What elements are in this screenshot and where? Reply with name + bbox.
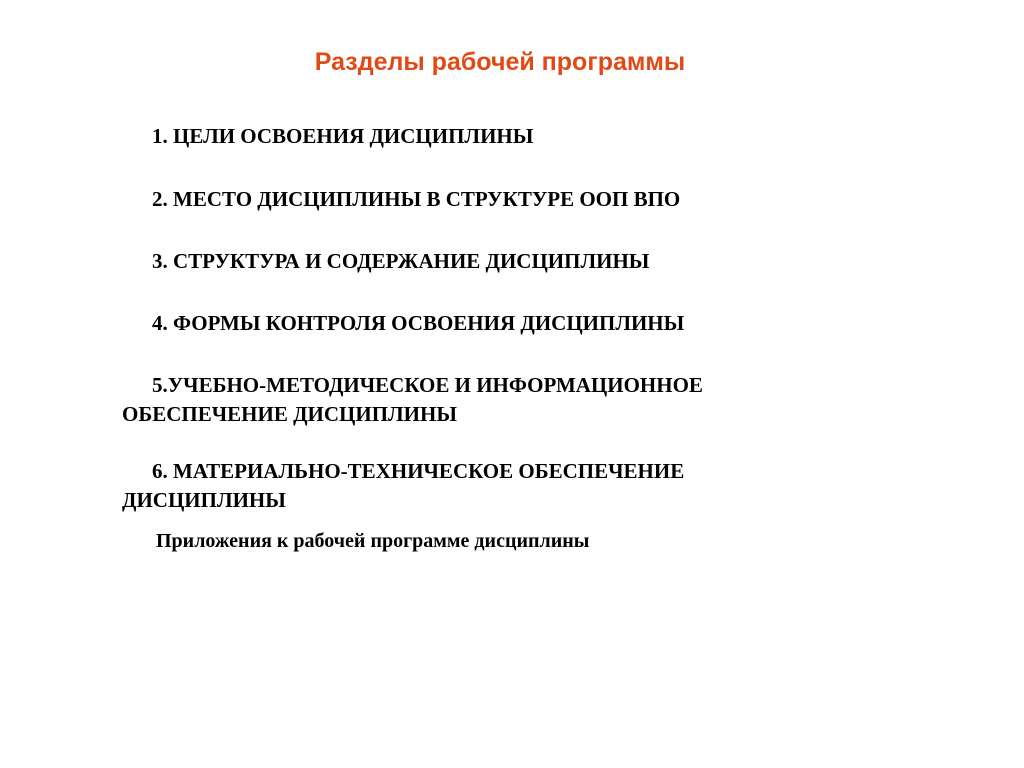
section-item-3: 3. СТРУКТУРА И СОДЕРЖАНИЕ ДИСЦИПЛИНЫ <box>152 249 650 273</box>
section-item-4: 4. ФОРМЫ КОНТРОЛЯ ОСВОЕНИЯ ДИСЦИПЛИНЫ <box>152 311 685 335</box>
section-item-6: 6. МАТЕРИАЛЬНО-ТЕХНИЧЕСКОЕ ОБЕСПЕЧЕНИЕ ДИСЦИПЛИНЫ <box>122 459 685 512</box>
section-item-1: 1. ЦЕЛИ ОСВОЕНИЯ ДИСЦИПЛИНЫ <box>152 124 534 148</box>
slide-title: Разделы рабочей программы <box>314 48 686 76</box>
appendix-note: Приложения к рабочей программе дисциплины <box>156 530 590 552</box>
section-item-2: 2. МЕСТО ДИСЦИПЛИНЫ В СТРУКТУРЕ ООП ВПО <box>152 187 681 211</box>
section-item-5: 5.УЧЕБНО-МЕТОДИЧЕСКОЕ И ИНФОРМАЦИОННОЕ ОБЕСПЕЧЕНИЕ ДИСЦИПЛИНЫ <box>122 373 703 426</box>
